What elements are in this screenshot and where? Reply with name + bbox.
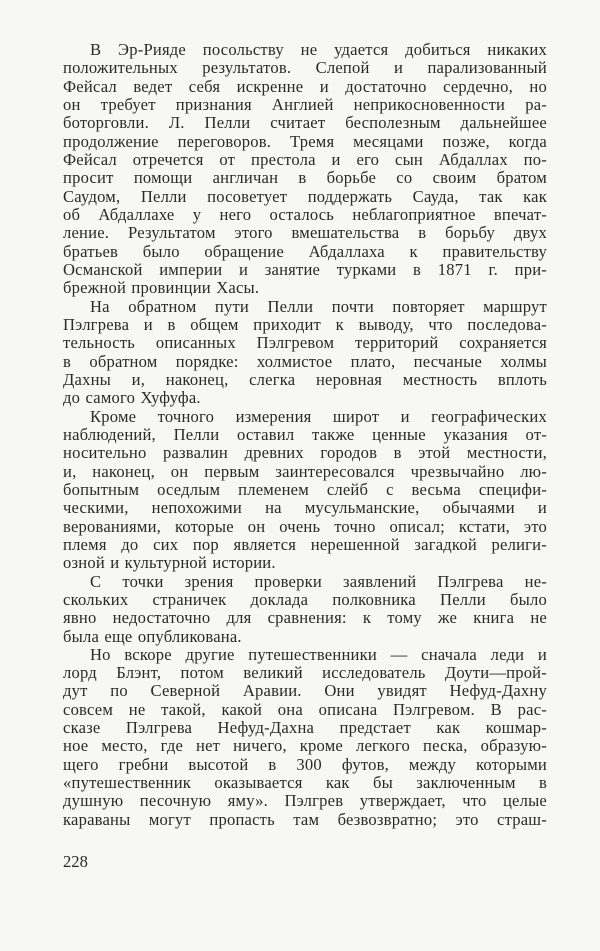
- text-line: совсем не такой, какой она описана Пэлгревом. В рас-: [63, 699, 547, 719]
- text-line: об Абдаллахе у него осталось неблагоприятное впечат-: [63, 204, 547, 224]
- text-line: носительно развалин древних городов в этой местности,: [63, 443, 547, 463]
- text-line: брежной провинции Хасы.: [63, 278, 260, 298]
- text-line: дут по Северной Аравии. Они увидят Нефуд-Дахну: [63, 681, 547, 701]
- text-line: и, наконец, он первым заинтересовался чрезвычайно лю-: [63, 461, 547, 481]
- text-line: в обратном порядке: холмистое плато, песчаные холмы: [63, 351, 547, 371]
- paragraph: [63, 41, 547, 298]
- text-line: Фейсал отречется от престола и его сын Абдаллах по-: [63, 149, 547, 169]
- text-line: была еще опубликована.: [63, 626, 242, 646]
- text-line: явно недостаточно для сравнения: к тому же книга не: [63, 608, 547, 628]
- text-line: верованиями, которые он очень точно описал; кстати, это: [63, 516, 547, 536]
- text-line: караваны могут пропасть там безвозвратно; это страш-: [63, 809, 547, 829]
- text-line: скольких страничек доклада полковника Пелли было: [63, 589, 547, 609]
- text-line: сказе Пэлгрева Нефуд-Дахна предстает как кошмар-: [63, 718, 547, 738]
- paragraph: [63, 573, 547, 646]
- page-number: 228: [63, 852, 88, 871]
- text-line: племя до сих пор является нерешенной загадкой религи-: [63, 534, 547, 554]
- paragraph: [63, 298, 547, 408]
- text-line: братьев было обращение Абдаллаха к правительству: [63, 241, 547, 261]
- text-line: он требует признания Англией неприкосновенности ра-: [63, 94, 547, 114]
- text-line: наблюдений, Пелли оставил также ценные указания от-: [63, 424, 547, 444]
- text-line: душную песочную яму». Пэлгрев утверждает, что целые: [63, 791, 547, 811]
- text-line: Пэлгрева и в общем приходит к выводу, что последова-: [63, 314, 547, 334]
- text-line: На обратном пути Пелли почти повторяет маршрут: [90, 296, 547, 316]
- page-body: [63, 41, 547, 829]
- text-line: лорд Блэнт, потом великий исследователь Доути—прой-: [63, 663, 547, 683]
- text-line: положительных результатов. Слепой и парализованный: [63, 58, 547, 78]
- text-line: «путешественник оказывается как бы заключенным в: [63, 773, 547, 793]
- text-line: продолжение переговоров. Тремя месяцами позже, когда: [63, 131, 547, 151]
- text-line: В Эр-Рияде посольству не удается добиться никаких: [90, 40, 547, 59]
- paragraph: [63, 408, 547, 573]
- text-line: Но вскоре другие путешественники — сначала леди и: [90, 644, 547, 664]
- text-line: озной и культурной истории.: [63, 553, 276, 573]
- paragraph: [63, 646, 547, 829]
- text-line: щего гребни высотой в 300 футов, между которыми: [63, 754, 547, 774]
- text-line: ление. Результатом этого вмешательства в борьбу двух: [63, 223, 547, 243]
- text-line: ное место, где нет ничего, кроме легкого песка, образую-: [63, 736, 547, 756]
- text-line: Фейсал ведет себя искренне и достаточно сердечно, но: [63, 76, 547, 96]
- text-line: боторговли. Л. Пелли считает бесполезным дальнейшее: [63, 113, 547, 133]
- text-line: просит помощи англичан в борьбе со своим братом: [63, 168, 547, 188]
- text-line: ческими, непохожими на мусульманские, обычаями и: [63, 498, 547, 518]
- text-line: Дахны и, наконец, слегка неровная местность вплоть: [63, 369, 547, 389]
- text-line: Османской империи и занятие турками в 1871 г. при-: [63, 259, 547, 279]
- text-line: Саудом, Пелли посоветует поддержать Сауда, так как: [63, 186, 547, 206]
- text-line: С точки зрения проверки заявлений Пэлгрева не-: [90, 571, 547, 591]
- text-line: до самого Хуфуфа.: [63, 388, 201, 408]
- text-line: Кроме точного измерения широт и географических: [90, 406, 547, 426]
- text-line: бопытным оседлым племенем слейб с весьма специфи-: [63, 479, 547, 499]
- text-line: тельность описанных Пэлгревом территорий сохраняется: [63, 333, 547, 353]
